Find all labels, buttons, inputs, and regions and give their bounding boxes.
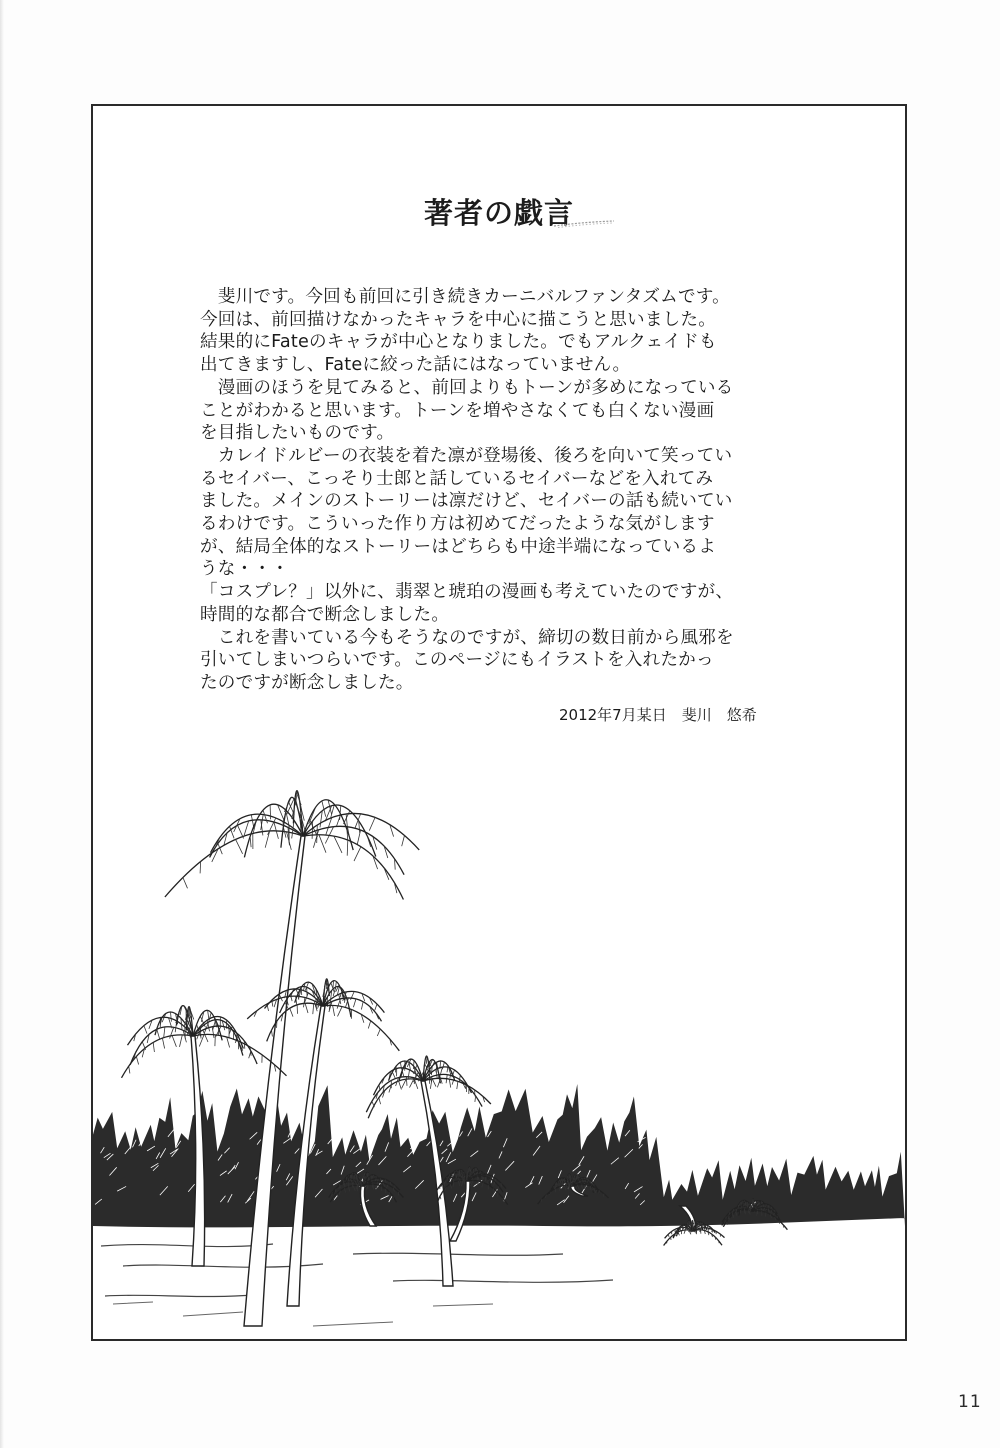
palm-leaflet — [183, 878, 188, 889]
palm-leaflet — [667, 1241, 668, 1244]
palm-leaflet — [312, 821, 313, 839]
body-line: 時間的な都合で断念しました。 — [200, 604, 450, 625]
palm-leaflet — [347, 840, 348, 856]
palm-beach-illustration — [93, 706, 905, 1339]
body-line: うな・・・ — [200, 559, 289, 580]
palm-leaflet — [270, 805, 271, 819]
body-line: るセイバー、こっそり士郎と話しているセイバーなどを入れてみ — [200, 468, 714, 489]
palm-leaflet — [157, 1029, 160, 1039]
bush-highlight — [334, 1131, 338, 1141]
palm-frond — [303, 835, 403, 900]
palm-leaflet — [459, 1075, 460, 1082]
body-line: を目指したいものです。 — [200, 423, 395, 444]
palm-leaflet — [354, 847, 361, 861]
palm-leaflet — [392, 1072, 395, 1078]
palm-leaflet — [272, 1030, 273, 1036]
palm-leaflet — [144, 1026, 147, 1034]
palm-leaflet — [399, 1081, 402, 1090]
palm-leaflet — [357, 830, 360, 844]
palm-leaflet — [333, 1198, 334, 1201]
palm-leaflet — [361, 1002, 363, 1010]
palm-leaflet — [379, 1098, 381, 1105]
body-line: 「コスプレ？」以外に、翡翠と琥珀の漫画も考えていたのですが、 — [200, 582, 734, 603]
palm-leaflet — [475, 1096, 476, 1102]
page-edge — [0, 0, 4, 1448]
title-swash-decoration — [554, 220, 614, 228]
palm-leaflet — [436, 1069, 437, 1078]
palm-leaflet — [250, 836, 251, 847]
palm-leaflet — [377, 1029, 380, 1036]
palm-leaflet — [406, 1077, 407, 1086]
body-line: これを書いている今もそうなのですが、締切の数日前から風邪を — [200, 627, 734, 648]
page-title-text: 著者の戯言 — [423, 196, 574, 230]
palm-leaflet — [449, 1079, 450, 1088]
palm-leaflet — [172, 1036, 176, 1047]
palm-frond — [122, 1035, 194, 1078]
page-number: 11 — [958, 1392, 982, 1412]
body-line: 出てきますし、Fateに絞った話にはなっていません。 — [200, 355, 631, 376]
palm-leaflet — [227, 1037, 230, 1047]
palm-leaflet — [305, 1003, 308, 1013]
palm-leaflet — [162, 1038, 164, 1048]
body-line: 斐川です。今回も前回に引き続きカーニバルファンタズムです。 — [200, 287, 730, 307]
palm-leaflet — [402, 835, 405, 846]
palm-leaflet — [153, 1042, 154, 1052]
palm-leaflet — [171, 1012, 172, 1022]
palm-leaflet — [236, 839, 243, 853]
body-line: カレイドルビーの衣装を着た凛が登場後、後ろを向いて笑ってい — [200, 445, 733, 466]
content-frame — [91, 104, 907, 1341]
palm-leaflet — [209, 1013, 211, 1022]
palm-leaflet — [442, 1062, 444, 1069]
page-title — [424, 191, 574, 232]
palm-leaflet — [678, 1232, 679, 1235]
palm-leaflet — [337, 999, 340, 1009]
palm-leaflet — [375, 1004, 377, 1010]
palm-leaflet — [313, 830, 318, 848]
palm-leaflet — [136, 1057, 138, 1065]
palm-leaflet — [369, 817, 375, 830]
body-line: 漫画のほうを見てみると、前回よりもトーンが多めになっている — [200, 377, 734, 398]
palm-leaflet — [290, 1008, 293, 1016]
palm-frond — [303, 826, 404, 874]
body-line: るわけです。こういった作り方は初めてだったような気がします — [200, 514, 715, 535]
palm-leaflet — [164, 1027, 165, 1037]
palm-leaflet — [338, 1007, 343, 1017]
body-line: ことがわかると思います。トーンを増やさなくても白くない漫画 — [200, 400, 715, 421]
palm-leaflet — [353, 999, 356, 1007]
body-line: 今回は、前回描けなかったキャラを中心に描こうと思いました。 — [200, 309, 717, 330]
palm-leaflet — [185, 1027, 186, 1039]
palm-frond — [323, 1005, 399, 1050]
palm-leaflet — [244, 821, 249, 835]
body-line: たのですが断念しました。 — [200, 672, 414, 693]
palm-leaflet — [313, 1004, 314, 1015]
palm-leaflet — [368, 1021, 370, 1029]
palm-leaflet — [180, 1035, 183, 1047]
author-note-body — [200, 286, 830, 695]
bush-silhouette — [93, 1084, 905, 1227]
bush-line — [93, 1084, 905, 1227]
body-line: が、結局全体的なストーリーはどちらも中途半端になっているよ — [200, 536, 717, 557]
palm-frond — [423, 1078, 491, 1104]
palm-leaflet — [319, 835, 326, 853]
palm-leaflet — [414, 1061, 415, 1070]
body-line: 引いてしまいつらいです。このページにもイラストを入れたかっ — [200, 650, 714, 671]
palm-leaflet — [170, 1027, 174, 1038]
body-line: 結果的にFateのキャラが中心となりました。でもアルクェイドも — [200, 332, 717, 353]
body-line: ました。メインのストーリーは凛だけど、セイバーの話も続いてい — [200, 491, 733, 512]
palm-leaflet — [333, 1005, 335, 1016]
palm-leaflet — [371, 1107, 374, 1113]
palm-leaflet — [199, 1035, 204, 1047]
palm-leaflet — [263, 810, 268, 823]
palm-leaflet — [129, 1066, 130, 1073]
palm-leaflet — [488, 1180, 489, 1183]
palm-leaflet — [213, 1020, 216, 1030]
palm-leaflet — [402, 1071, 404, 1077]
signature-date-author: 2012年7月某日 斐川 悠希 — [559, 706, 757, 724]
palm-leaflet — [265, 831, 270, 848]
palm-leaflet — [334, 836, 342, 853]
palm-leaflet — [200, 861, 201, 873]
palm-leaflet — [238, 825, 244, 838]
title-wrap — [93, 191, 905, 232]
palm-leaflet — [457, 1081, 458, 1089]
